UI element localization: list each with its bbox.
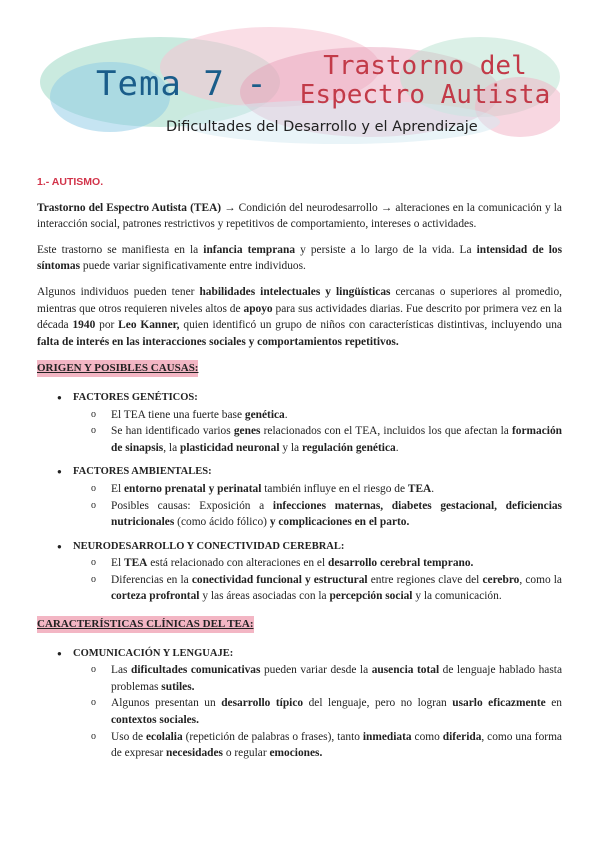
title-part-2: Trastorno del Espectro Autista [299, 51, 551, 110]
section-heading-caracteristicas: CARACTERÍSTICAS CLÍNICAS DEL TEA: [37, 616, 254, 633]
sub-item: o Diferencias en la conectividad funcional y estructural entre regiones clave del cerebro, como la corteza profrontal y las áreas asociadas con la percepción social y la comunicación. [73, 572, 562, 605]
list-item-genetic [37, 390, 562, 456]
sub-item: o El entorno prenatal y perinatal también influye en el riesgo de TEA. [73, 481, 562, 498]
sub-item: o Algunos presentan un desarrollo típico del lenguaje, pero no logran usarlo eficazmente en contextos sociales. [73, 695, 562, 728]
clinical-list [37, 646, 562, 762]
list-item-environmental [37, 464, 562, 530]
list-item-neurodevelopment [37, 539, 562, 605]
title-part-1: Tema 7 - [96, 64, 268, 104]
sub-item: o Posibles causas: Exposición a infecciones maternas, diabetes gestacional, deficiencias nutricionales (como ácido fólico) y complicaciones en el parto. [73, 498, 562, 531]
list-item-communication [37, 646, 562, 762]
sub-item: o El TEA está relacionado con alteraciones en el desarrollo cerebral temprano. [73, 555, 562, 572]
sub-item: o Se han identificado varios genes relacionados con el TEA, incluidos los que afectan la formación de sinapsis, la plasticidad neuronal y la regulación genética. [73, 423, 562, 456]
subtitle: Dificultades del Desarrollo y el Aprendizaje [166, 119, 478, 135]
paragraph-onset: Este trastorno se manifiesta en la infancia temprana y persiste a lo largo de la vida. La intensidad de los síntomas puede variar significativamente entre individuos. [37, 243, 563, 273]
sub-item: o El TEA tiene una fuerte base genética. [73, 407, 562, 424]
item-heading: ● NEURODESARROLLO Y CONECTIVIDAD CEREBRAL: [73, 540, 345, 552]
item-heading: ● FACTORES AMBIENTALES: [73, 466, 212, 478]
section-heading-origen: ORIGEN Y POSIBLES CAUSAS: [37, 360, 198, 377]
item-heading: ● COMUNICACIÓN Y LENGUAJE: [73, 647, 234, 659]
section-heading-autismo: 1.- AUTISMO. [37, 176, 104, 188]
document-body [37, 174, 562, 772]
sub-item: o Uso de ecolalia (repetición de palabras o frases), tanto inmediata como diferida, como una forma de expresar necesidades o regular emociones. [73, 729, 562, 762]
header-banner [40, 22, 560, 152]
causes-list [37, 390, 562, 605]
item-heading: ● FACTORES GENÉTICOS: [73, 391, 198, 403]
paragraph-definition: Trastorno del Espectro Autista (TEA) → Condición del neurodesarrollo → alteraciones en la comunicación y la interacción social, patrones restrictivos y repetitivos de comportamiento, intereses o actividades. [37, 201, 562, 231]
sub-item: o Las dificultades comunicativas pueden variar desde la ausencia total de lenguaje hablado hasta problemas sutiles. [73, 662, 562, 695]
paragraph-history: Algunos individuos pueden tener habilidades intelectuales y lingüísticas cercanas o superiores al promedio, mientras que otros requieren niveles altos de apoyo para sus actividades diarias. Fue descrito por primera vez en la década 1940 por Leo Kanner, quien identificó un grupo de niños con características distintivas, incluyendo una falta de interés en las interacciones sociales y comportamientos repetitivos. [37, 285, 562, 348]
